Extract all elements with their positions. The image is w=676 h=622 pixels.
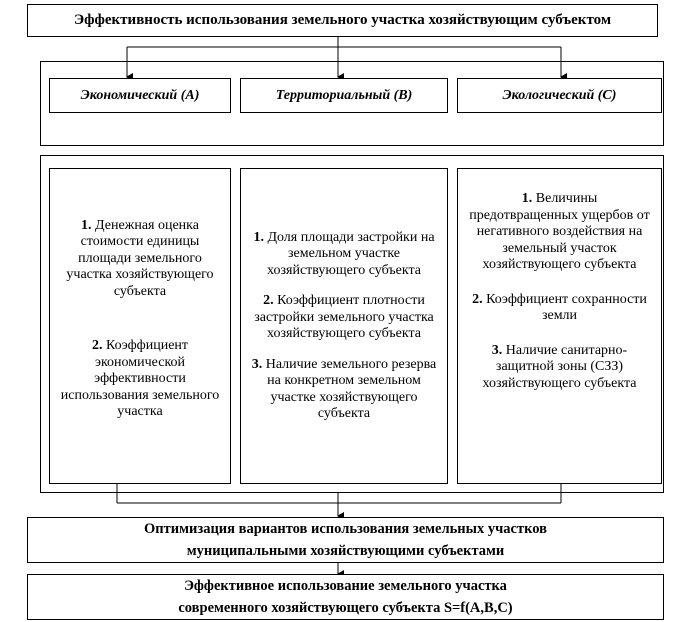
criterion-b2: 2. Коэффициент плотности застройки земельного участка хозяйствующего субъекта <box>254 293 434 341</box>
result-line1: Эффективное использование земельного участка <box>184 578 507 594</box>
criteria-column-ecological <box>457 168 662 484</box>
criteria-column-economic <box>49 168 231 484</box>
category-territorial-label: Территориальный (В) <box>275 87 413 103</box>
criterion-c1: 1. Величины предотвращенных ущербов от негативного воздействия на земельный участок хозяйствующего субъекта <box>469 191 650 272</box>
criterion-a1: 1. Денежная оценка стоимости единицы площади земельного участка хозяйствующего субъекта <box>66 217 214 299</box>
category-economic <box>49 78 231 113</box>
top-title-box <box>27 4 658 37</box>
criteria-column-territorial <box>240 168 448 484</box>
result-box <box>27 574 664 620</box>
result-line2: современного хозяйствующего субъекта S=f(A,B,C) <box>178 600 513 616</box>
criterion-b1: 1. Доля площади застройки на земельном участке хозяйствующего субъекта <box>253 229 435 278</box>
criterion-b3: 3. Наличие земельного резерва на конкретном земельном участке хозяйствующего субъекта <box>251 356 437 421</box>
category-ecological <box>457 78 662 113</box>
optimization-line1: Оптимизация вариантов использования земельных участков <box>144 521 547 537</box>
top-title: Эффективность использования земельного участка хозяйствующим субъектом <box>73 12 612 28</box>
criterion-a2: 2. Коэффициент экономической эффективности использования земельного участка <box>60 338 220 419</box>
criterion-c3: 3. Наличие санитарно-защитной зоны (СЗЗ) хозяйствующего субъекта <box>482 342 637 391</box>
category-economic-label: Экономический (А) <box>80 87 200 103</box>
category-territorial <box>240 78 448 113</box>
optimization-line2: муниципальными хозяйствующими субъектами <box>186 543 505 559</box>
optimization-box <box>27 517 664 563</box>
category-ecological-label: Экологический (С) <box>502 87 617 103</box>
criterion-c2: 2. Коэффициент сохранности земли <box>472 291 647 323</box>
